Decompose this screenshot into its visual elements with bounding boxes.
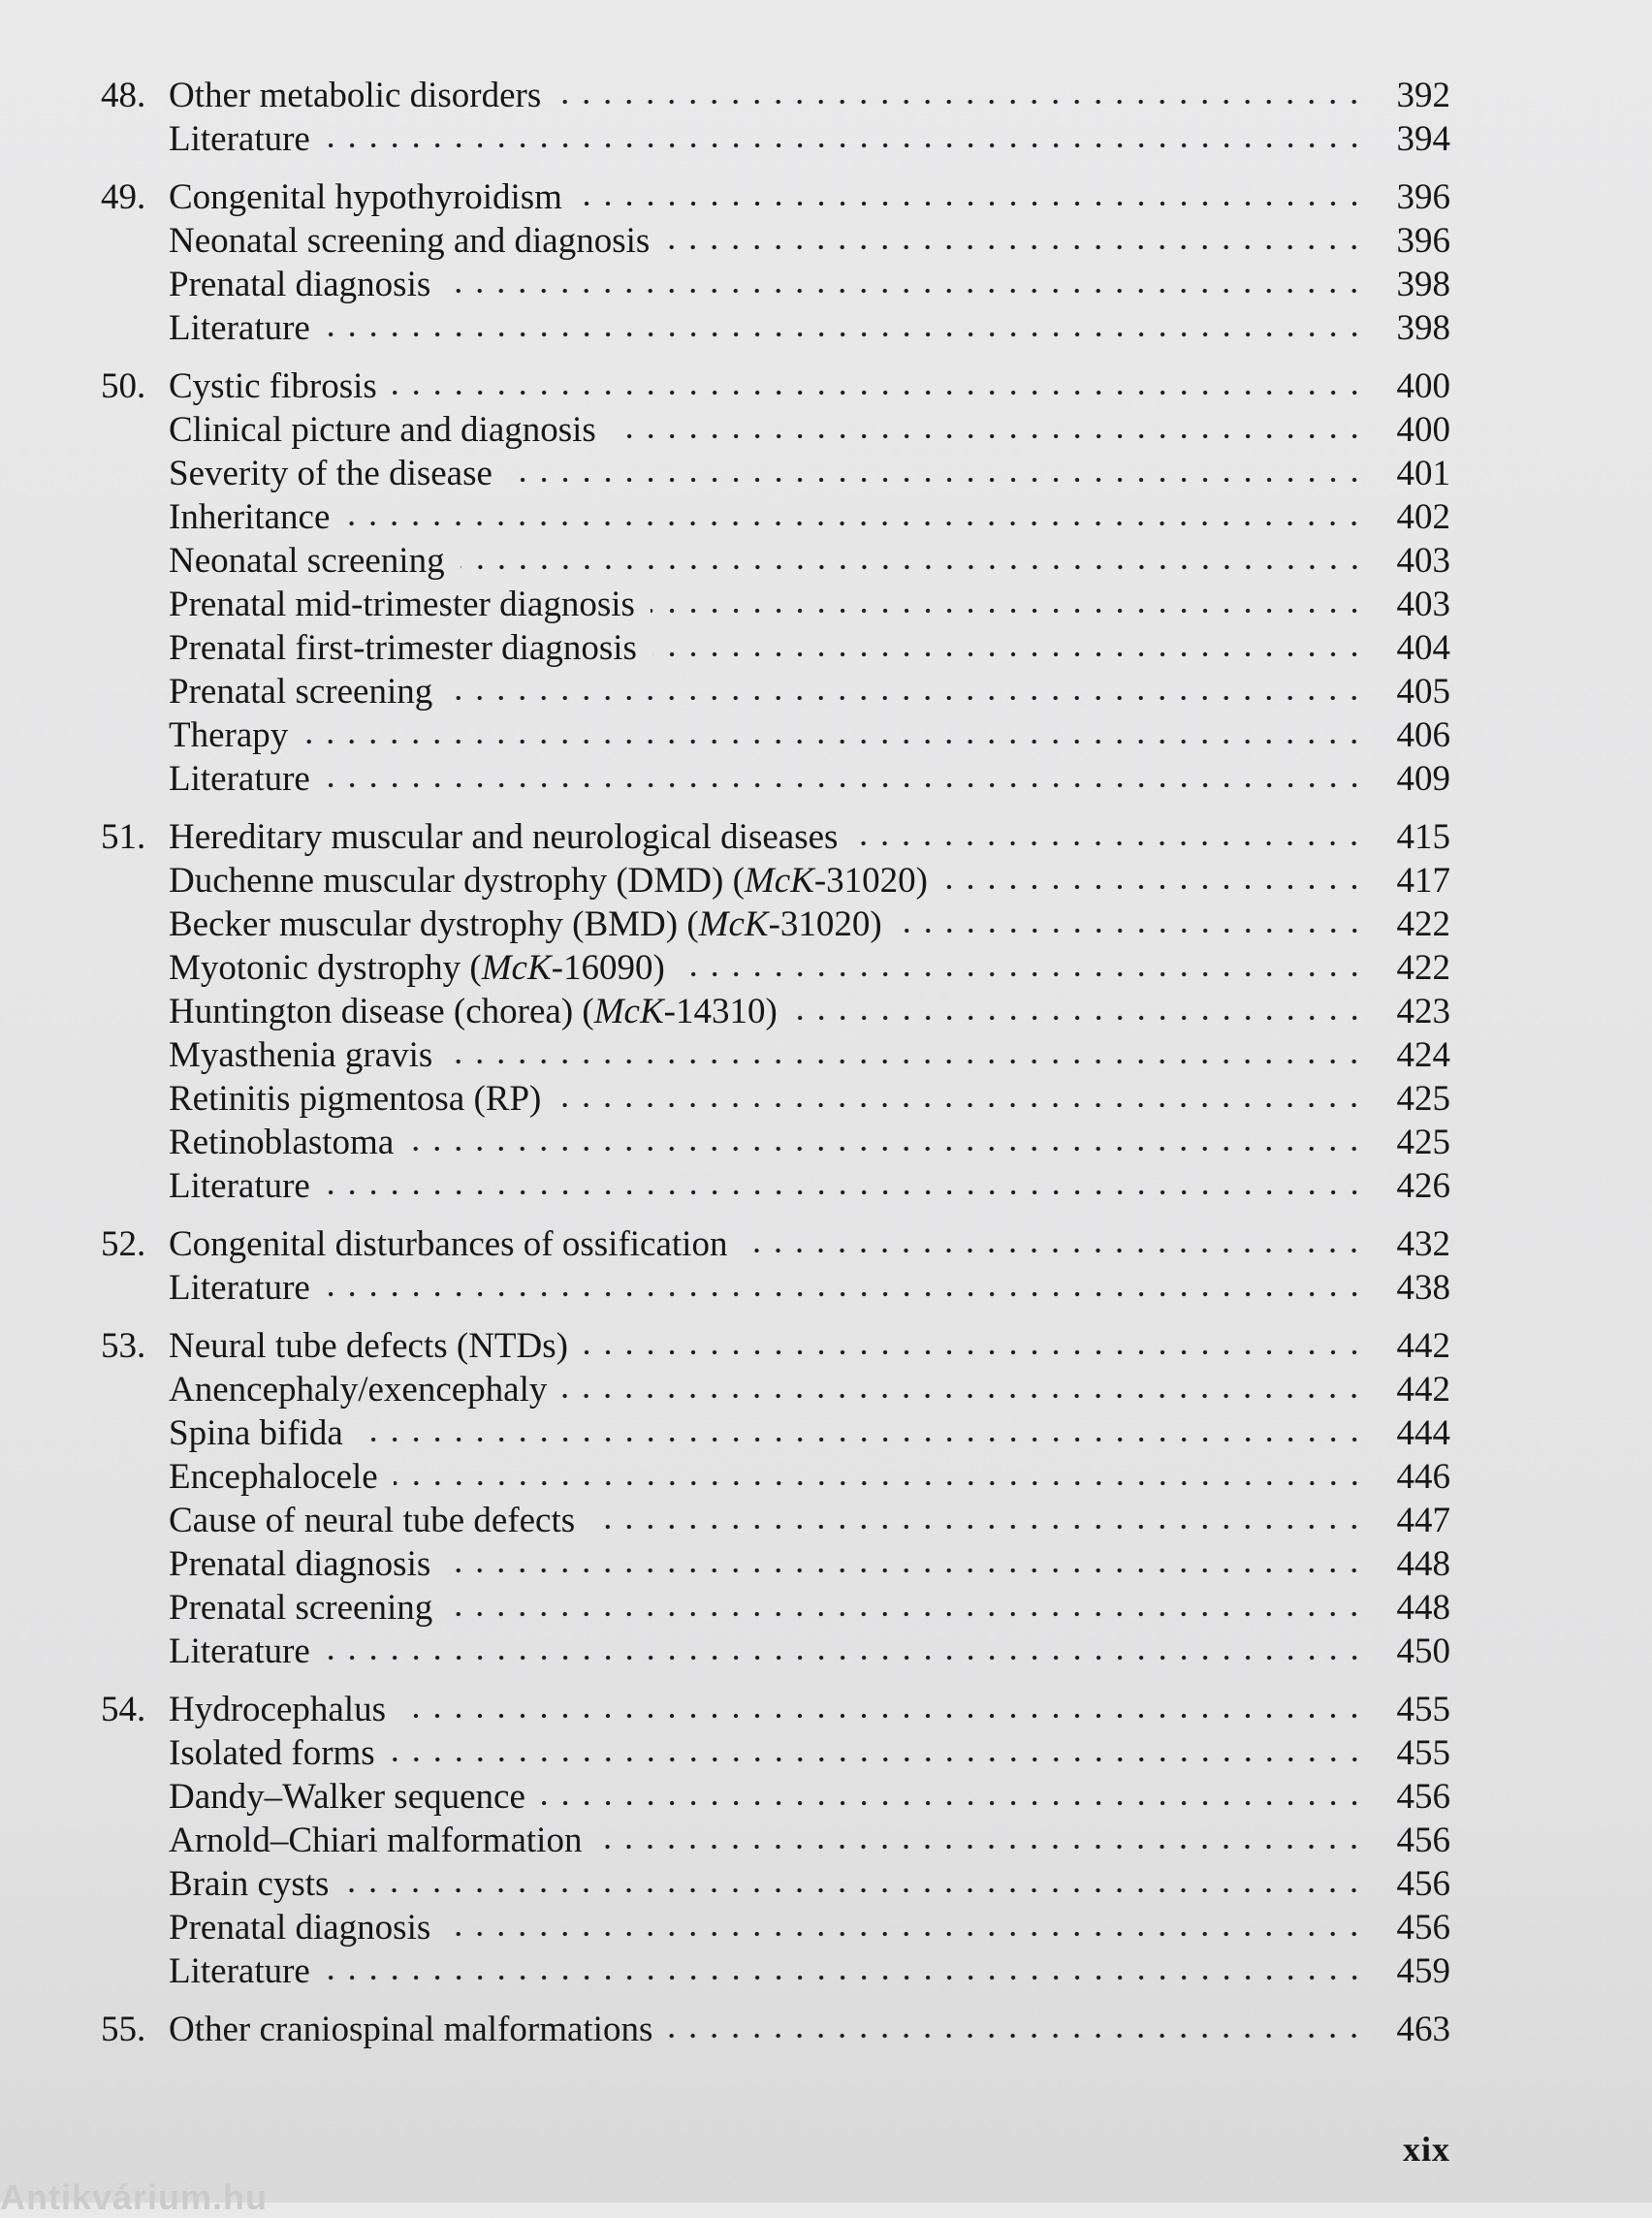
- section-title: [169, 263, 446, 306]
- section-title-text: Literature: [169, 1951, 310, 1991]
- section-title: [169, 495, 345, 539]
- section-row: [101, 306, 1450, 350]
- section-row: [101, 1775, 1450, 1819]
- section-row: [101, 1077, 1450, 1121]
- section-title: [169, 1455, 394, 1499]
- section-title-text: Prenatal diagnosis: [169, 1544, 431, 1584]
- chapter-page-number: 396: [1396, 177, 1450, 217]
- section-page-number: 447: [1396, 1501, 1450, 1540]
- section-title-text: Huntington disease (chorea) (: [169, 992, 594, 1031]
- section-title-text: Literature: [169, 1268, 310, 1308]
- dot-leader: [359, 1437, 1365, 1442]
- dot-leader: [541, 1800, 1365, 1806]
- section-title: [169, 539, 461, 583]
- section-page-number: 423: [1396, 992, 1450, 1031]
- toc-chapter: [101, 1324, 1450, 1673]
- chapter-row: [101, 175, 1450, 219]
- page-number: xix: [1402, 2130, 1450, 2169]
- dot-leader: [461, 564, 1365, 570]
- dot-leader: [446, 288, 1365, 294]
- dot-leader: [448, 1611, 1365, 1617]
- section-row: [101, 1455, 1450, 1499]
- section-page-number: 456: [1396, 1777, 1450, 1817]
- chapter-page-number: 392: [1396, 76, 1450, 115]
- section-row: [101, 263, 1450, 306]
- dot-leader: [344, 1887, 1365, 1893]
- dot-leader: [793, 1015, 1365, 1021]
- section-title: [169, 1266, 326, 1310]
- section-row: [101, 219, 1450, 263]
- section-title: [169, 1164, 326, 1208]
- section-title-text: Literature: [169, 308, 310, 348]
- dot-leader: [612, 433, 1365, 439]
- watermark-text: Antikvárium.hu: [0, 2177, 269, 2217]
- section-row: [101, 1033, 1450, 1077]
- section-title: [169, 1411, 359, 1455]
- dot-leader: [393, 390, 1365, 396]
- dot-leader: [446, 1568, 1365, 1573]
- section-row: [101, 757, 1450, 801]
- dot-leader: [584, 1349, 1365, 1355]
- dot-leader: [556, 1102, 1365, 1108]
- section-row: [101, 1411, 1450, 1455]
- section-row: [101, 1368, 1450, 1411]
- section-row: [101, 583, 1450, 626]
- chapter-page-number: 463: [1396, 2010, 1450, 2049]
- section-row: [101, 1499, 1450, 1542]
- chapter-number: 53.: [101, 1326, 146, 1366]
- chapter-title: Cystic fibrosis: [169, 366, 377, 406]
- section-title: [169, 1775, 541, 1819]
- dot-leader: [391, 1757, 1365, 1762]
- section-title: [169, 306, 326, 350]
- dot-leader: [326, 1291, 1365, 1297]
- section-row: [101, 539, 1450, 583]
- section-row: [101, 1862, 1450, 1906]
- section-title-text: Therapy: [169, 715, 289, 755]
- chapter-row: [101, 1222, 1450, 1266]
- section-page-number: 405: [1396, 672, 1450, 712]
- chapter-number: 51.: [101, 817, 146, 857]
- section-title-text: Neonatal screening: [169, 541, 445, 581]
- dot-leader: [743, 1248, 1365, 1253]
- section-title-text: Encephalocele: [169, 1457, 378, 1497]
- chapter-title: Neural tube defects (NTDs): [169, 1326, 568, 1366]
- section-title-text: Literature: [169, 1632, 310, 1671]
- section-page-number: 446: [1396, 1457, 1450, 1497]
- section-row: [101, 1949, 1450, 1993]
- section-title: [169, 1033, 448, 1077]
- section-row: [101, 1586, 1450, 1630]
- section-title: [169, 990, 793, 1033]
- section-page-number: 400: [1396, 410, 1450, 450]
- toc-chapter: [101, 2008, 1450, 2051]
- chapter-title: Hereditary muscular and neurological diseases: [169, 817, 839, 857]
- section-title: [169, 670, 448, 713]
- dot-leader: [326, 143, 1365, 148]
- section-title-text: Dandy–Walker sequence: [169, 1777, 525, 1817]
- section-title: [169, 1906, 446, 1949]
- section-title: [169, 1731, 391, 1775]
- section-row: [101, 1731, 1450, 1775]
- section-page-number: 406: [1396, 715, 1450, 755]
- section-row: [101, 903, 1450, 946]
- section-row: [101, 1906, 1450, 1949]
- section-page-number: 422: [1396, 904, 1450, 944]
- section-title-text: Spina bifida: [169, 1413, 343, 1453]
- dot-leader: [448, 1059, 1365, 1064]
- table-of-contents: [101, 74, 1450, 2066]
- section-page-number: 456: [1396, 1864, 1450, 1904]
- chapter-page-number: 455: [1396, 1690, 1450, 1729]
- section-row: [101, 452, 1450, 495]
- toc-chapter: [101, 364, 1450, 801]
- section-page-number: 424: [1396, 1035, 1450, 1075]
- section-title: [169, 757, 326, 801]
- section-page-number: 448: [1396, 1588, 1450, 1628]
- section-title: [169, 903, 898, 946]
- section-title-text: Clinical picture and diagnosis: [169, 410, 596, 450]
- dot-leader: [943, 884, 1365, 890]
- section-title-text: Severity of the disease: [169, 454, 492, 493]
- section-title-text: Prenatal screening: [169, 672, 433, 712]
- section-page-number: 456: [1396, 1821, 1450, 1860]
- chapter-row: [101, 1688, 1450, 1731]
- section-row: [101, 859, 1450, 903]
- dot-leader: [394, 1480, 1365, 1486]
- dot-leader: [590, 1524, 1365, 1530]
- dot-leader: [578, 201, 1365, 206]
- chapter-page-number: 432: [1396, 1224, 1450, 1264]
- section-title: [169, 946, 681, 990]
- section-page-number: 402: [1396, 497, 1450, 537]
- section-title-text: Prenatal screening: [169, 1588, 433, 1628]
- dot-leader: [345, 521, 1365, 526]
- section-page-number: 403: [1396, 541, 1450, 581]
- dot-leader: [853, 840, 1365, 846]
- mckusick-number: -16090): [551, 948, 665, 988]
- chapter-row: [101, 2008, 1450, 2051]
- section-page-number: 444: [1396, 1413, 1450, 1453]
- section-title-text: Literature: [169, 759, 310, 799]
- section-row: [101, 713, 1450, 757]
- section-title: [169, 626, 652, 670]
- dot-leader: [562, 1393, 1365, 1399]
- chapter-number: 54.: [101, 1690, 146, 1729]
- section-title-text: Prenatal mid-trimester diagnosis: [169, 585, 635, 624]
- mckusick-abbrev: McK: [744, 861, 814, 901]
- toc-chapter: [101, 1688, 1450, 1993]
- chapter-row: [101, 815, 1450, 859]
- section-title: [169, 1368, 562, 1411]
- dot-leader: [303, 739, 1365, 745]
- section-row: [101, 626, 1450, 670]
- section-row: [101, 1121, 1450, 1164]
- section-title: [169, 1542, 446, 1586]
- section-title-text: Literature: [169, 1166, 310, 1206]
- section-title-text: Retinoblastoma: [169, 1123, 395, 1162]
- section-row: [101, 408, 1450, 452]
- section-title: [169, 117, 326, 161]
- mckusick-number: -31020): [813, 861, 929, 901]
- dot-leader: [409, 1146, 1365, 1152]
- section-title: [169, 1077, 556, 1121]
- toc-chapter: [101, 175, 1450, 350]
- toc-chapter: [101, 1222, 1450, 1310]
- section-title: [169, 1630, 326, 1673]
- chapter-title: Other metabolic disorders: [169, 76, 542, 115]
- chapter-title: Hydrocephalus: [169, 1690, 386, 1729]
- dot-leader: [448, 695, 1365, 701]
- section-title: [169, 713, 303, 757]
- chapter-title: Other craniospinal malformations: [169, 2010, 653, 2049]
- section-page-number: 426: [1396, 1166, 1450, 1206]
- section-page-number: 459: [1396, 1951, 1450, 1991]
- section-row: [101, 117, 1450, 161]
- toc-chapter: [101, 74, 1450, 161]
- section-title-text: Inheritance: [169, 497, 331, 537]
- section-title: [169, 1949, 326, 1993]
- section-title: [169, 1862, 344, 1906]
- chapter-number: 48.: [101, 76, 146, 115]
- section-title: [169, 1499, 590, 1542]
- dot-leader: [597, 1844, 1365, 1850]
- section-page-number: 448: [1396, 1544, 1450, 1584]
- section-title-text: Cause of neural tube defects: [169, 1501, 576, 1540]
- dot-leader: [665, 244, 1365, 250]
- toc-chapter: [101, 815, 1450, 1208]
- section-page-number: 442: [1396, 1370, 1450, 1410]
- section-page-number: 425: [1396, 1123, 1450, 1162]
- section-title-text: Brain cysts: [169, 1864, 330, 1904]
- section-title-text: Becker muscular dystrophy (BMD) (: [169, 904, 699, 944]
- section-title: [169, 408, 612, 452]
- section-row: [101, 990, 1450, 1033]
- mckusick-abbrev: McK: [481, 948, 552, 988]
- dot-leader: [681, 971, 1365, 977]
- dot-leader: [446, 1931, 1365, 1937]
- dot-leader: [508, 477, 1365, 483]
- section-title-text: Isolated forms: [169, 1733, 375, 1773]
- chapter-row: [101, 364, 1450, 408]
- chapter-number: 49.: [101, 177, 146, 217]
- section-title: [169, 1819, 597, 1862]
- section-title-text: Retinitis pigmentosa (RP): [169, 1079, 542, 1119]
- section-page-number: 404: [1396, 628, 1450, 668]
- section-page-number: 425: [1396, 1079, 1450, 1119]
- chapter-number: 55.: [101, 2010, 146, 2049]
- section-row: [101, 1266, 1450, 1310]
- mckusick-abbrev: McK: [593, 992, 664, 1031]
- section-row: [101, 670, 1450, 713]
- section-title-text: Myotonic dystrophy (: [169, 948, 482, 988]
- section-page-number: 438: [1396, 1268, 1450, 1308]
- section-title: [169, 219, 665, 263]
- section-page-number: 401: [1396, 454, 1450, 493]
- dot-leader: [326, 1189, 1365, 1195]
- section-row: [101, 1630, 1450, 1673]
- dot-leader: [651, 608, 1365, 614]
- mckusick-abbrev: McK: [698, 904, 769, 944]
- section-row: [101, 946, 1450, 990]
- section-title: [169, 1586, 448, 1630]
- section-title: [169, 859, 943, 903]
- section-row: [101, 495, 1450, 539]
- section-title-text: Anencephaly/exencephaly: [169, 1370, 548, 1410]
- section-title-text: Myasthenia gravis: [169, 1035, 433, 1075]
- section-page-number: 456: [1396, 1908, 1450, 1948]
- section-row: [101, 1542, 1450, 1586]
- section-title-text: Prenatal diagnosis: [169, 265, 431, 304]
- chapter-number: 52.: [101, 1224, 146, 1264]
- chapter-title: Congenital hypothyroidism: [169, 177, 562, 217]
- section-title-text: Arnold–Chiari malformation: [169, 1821, 583, 1860]
- chapter-page-number: 400: [1396, 366, 1450, 406]
- section-title: [169, 1121, 409, 1164]
- section-page-number: 450: [1396, 1632, 1450, 1671]
- chapter-row: [101, 74, 1450, 117]
- dot-leader: [556, 99, 1365, 105]
- section-title-text: Duchenne muscular dystrophy (DMD) (: [169, 861, 745, 901]
- section-page-number: 422: [1396, 948, 1450, 988]
- dot-leader: [326, 1655, 1365, 1661]
- chapter-page-number: 442: [1396, 1326, 1450, 1366]
- section-page-number: 398: [1396, 308, 1450, 348]
- dot-leader: [326, 332, 1365, 337]
- section-page-number: 394: [1396, 119, 1450, 159]
- section-title: [169, 452, 508, 495]
- section-page-number: 403: [1396, 585, 1450, 624]
- section-page-number: 417: [1396, 861, 1450, 901]
- chapter-page-number: 415: [1396, 817, 1450, 857]
- section-page-number: 409: [1396, 759, 1450, 799]
- dot-leader: [401, 1713, 1365, 1719]
- chapter-title: Congenital disturbances of ossification: [169, 1224, 728, 1264]
- section-page-number: 455: [1396, 1733, 1450, 1773]
- section-title-text: Neonatal screening and diagnosis: [169, 221, 651, 261]
- dot-leader: [326, 782, 1365, 788]
- section-title: [169, 583, 651, 626]
- dot-leader: [898, 928, 1365, 934]
- dot-leader: [326, 1975, 1365, 1980]
- section-page-number: 398: [1396, 265, 1450, 304]
- dot-leader: [652, 651, 1365, 657]
- mckusick-number: -14310): [663, 992, 778, 1031]
- chapter-row: [101, 1324, 1450, 1368]
- section-title-text: Prenatal first-trimester diagnosis: [169, 628, 637, 668]
- section-page-number: 396: [1396, 221, 1450, 261]
- chapter-number: 50.: [101, 366, 146, 406]
- section-title-text: Prenatal diagnosis: [169, 1908, 431, 1948]
- section-row: [101, 1164, 1450, 1208]
- dot-leader: [668, 2033, 1365, 2039]
- section-row: [101, 1819, 1450, 1862]
- mckusick-number: -31020): [768, 904, 882, 944]
- section-title-text: Literature: [169, 119, 310, 159]
